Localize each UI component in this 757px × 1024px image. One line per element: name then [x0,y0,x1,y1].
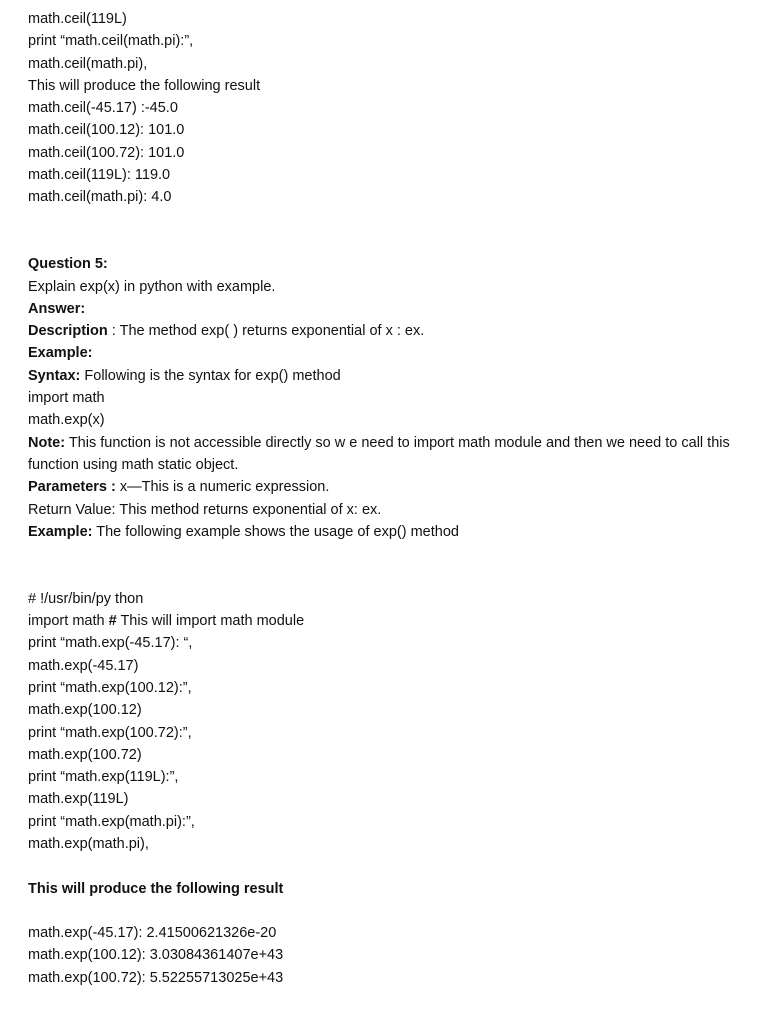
code-line: print “math.exp(-45.17): “, [28,635,193,652]
result-line: math.exp(100.72): 5.52255713025e+43 [28,969,284,986]
code-line: print “math.exp(100.72):”, [28,724,192,741]
code-line: print “math.exp(100.12):”, [28,679,192,696]
result-line: math.ceil(100.72): 101.0 [28,144,185,161]
code-line: math.exp(119L) [28,791,129,808]
description-line [28,320,743,342]
code-line: print “math.exp(math.pi):”, [28,813,195,830]
question-text: Explain exp(x) in python with example. [28,278,276,295]
result-line: math.ceil(119L): 119.0 [28,167,171,184]
example2-label: Example: [28,523,93,540]
syntax-text: Following is the syntax for exp() method [80,367,341,384]
code-line: math.exp(math.pi), [28,835,149,852]
import-comment: This will import math module [116,613,305,630]
example2-text: The following example shows the usage of exp() method [92,523,459,540]
code-line: print “math.ceil(math.pi):”, [28,33,194,50]
result-line: math.exp(100.12): 3.03084361407e+43 [28,947,284,964]
return-value-line: Return Value: This method returns exponential of x: ex. [28,501,382,518]
parameters-text: x—This is a numeric expression. [115,479,330,496]
syntax-code-line: math.exp(x) [28,412,105,429]
code-line: math.ceil(119L) [28,11,127,27]
document-page [28,8,743,989]
code-line: math.exp(-45.17) [28,657,139,674]
syntax-label: Syntax: [28,367,81,384]
note-label: Note: [28,434,66,451]
shebang-line: # !/usr/bin/py thon [28,590,144,607]
description-text: : The method exp( ) returns exponential of x : ex. [107,323,425,340]
code-line: math.exp(100.12) [28,702,142,719]
result-line: math.ceil(100.12): 101.0 [28,122,185,139]
import-code: import math [28,613,109,630]
ceil-code-block [28,8,743,209]
parameters-label: Parameters : [28,479,116,496]
exp-code-block [28,588,743,856]
code-line: print “math.exp(119L):”, [28,769,179,786]
example2-line [28,521,743,543]
code-line: math.exp(100.72) [28,746,142,763]
import-line [28,610,743,632]
question-heading: Question 5: [28,256,108,273]
parameters-line [28,476,743,498]
syntax-line [28,365,743,387]
description-label: Description [28,323,108,340]
result-intro: This will produce the following result [28,77,261,94]
result-line: math.ceil(math.pi): 4.0 [28,189,172,206]
note-text: This function is not accessible directly so w e need to import math module and then we need to call this function using math static object. [28,434,730,473]
example-label: Example: [28,345,93,362]
comment-hash: # [108,613,117,630]
exp-results-block [28,922,743,989]
syntax-code-line: import math [28,390,105,407]
note-paragraph [28,432,743,477]
result-line: math.ceil(-45.17) :-45.0 [28,100,178,117]
answer-label: Answer: [28,300,86,317]
code-line: math.ceil(math.pi), [28,55,148,72]
result-line: math.exp(-45.17): 2.41500621326e-20 [28,925,277,942]
result-heading: This will produce the following result [28,880,284,897]
